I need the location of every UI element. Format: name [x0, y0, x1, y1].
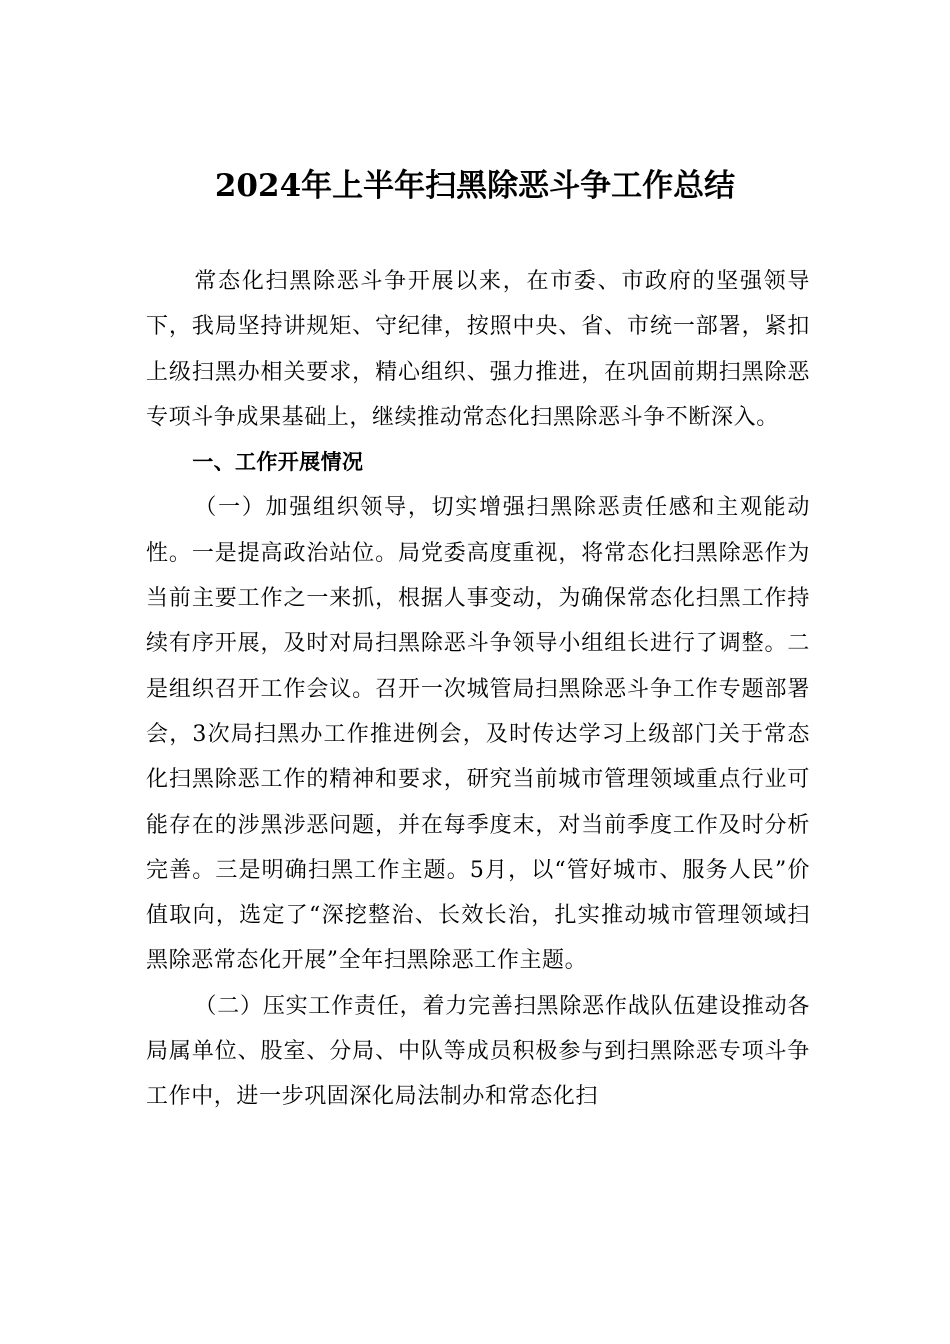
section-heading: 一、工作开展情况 — [192, 450, 364, 475]
body-paragraph-2: （二）压实工作责任，着力完善扫黑除恶作战队伍建设推动各局属单位、股室、分局、中队等成员积极参与到扫黑除恶专项斗争工作中，进一步巩固深化局法制办和常态化扫 — [146, 993, 810, 1110]
document-title: 2024年上半年扫黑除恶斗争工作总结 — [214, 168, 736, 204]
document-body — [146, 259, 810, 1120]
body-paragraph-1: （一）加强组织领导，切实增强扫黑除恶责任感和主观能动性。一是提高政治站位。局党委高度重视，将常态化扫黑除恶作为当前主要工作之一来抓，根据人事变动，为确保常态化扫黑工作持续有序开展，及时对局扫黑除恶斗争领导小组组长进行了调整。二是组织召开工作会议。召开一次城管局扫黑除恶斗争工作专题部署会，3次局扫黑办工作推进例会，及时传达学习上级部门关于常态化扫黑除恶工作的精神和要求，研究当前城市管理领域重点行业可能存在的涉黑涉恶问题，并在每季度末，对当前季度工作及时分析完善。三是明确扫黑工作主题。5月，以“管好城市、服务人民”价值取向，选定了“深挖整治、长效长治，扎实推动城市管理领域扫黑除恶常态化开展”全年扫黑除恶工作主题。 — [146, 495, 810, 974]
intro-paragraph: 常态化扫黑除恶斗争开展以来，在市委、市政府的坚强领导下，我局坚持讲规矩、守纪律，按照中央、省、市统一部署，紧扣上级扫黑办相关要求，精心组织、强力推进，在巩固前期扫黑除恶专项斗争成果基础上，继续推动常态化扫黑除恶斗争不断深入。 — [146, 269, 810, 430]
